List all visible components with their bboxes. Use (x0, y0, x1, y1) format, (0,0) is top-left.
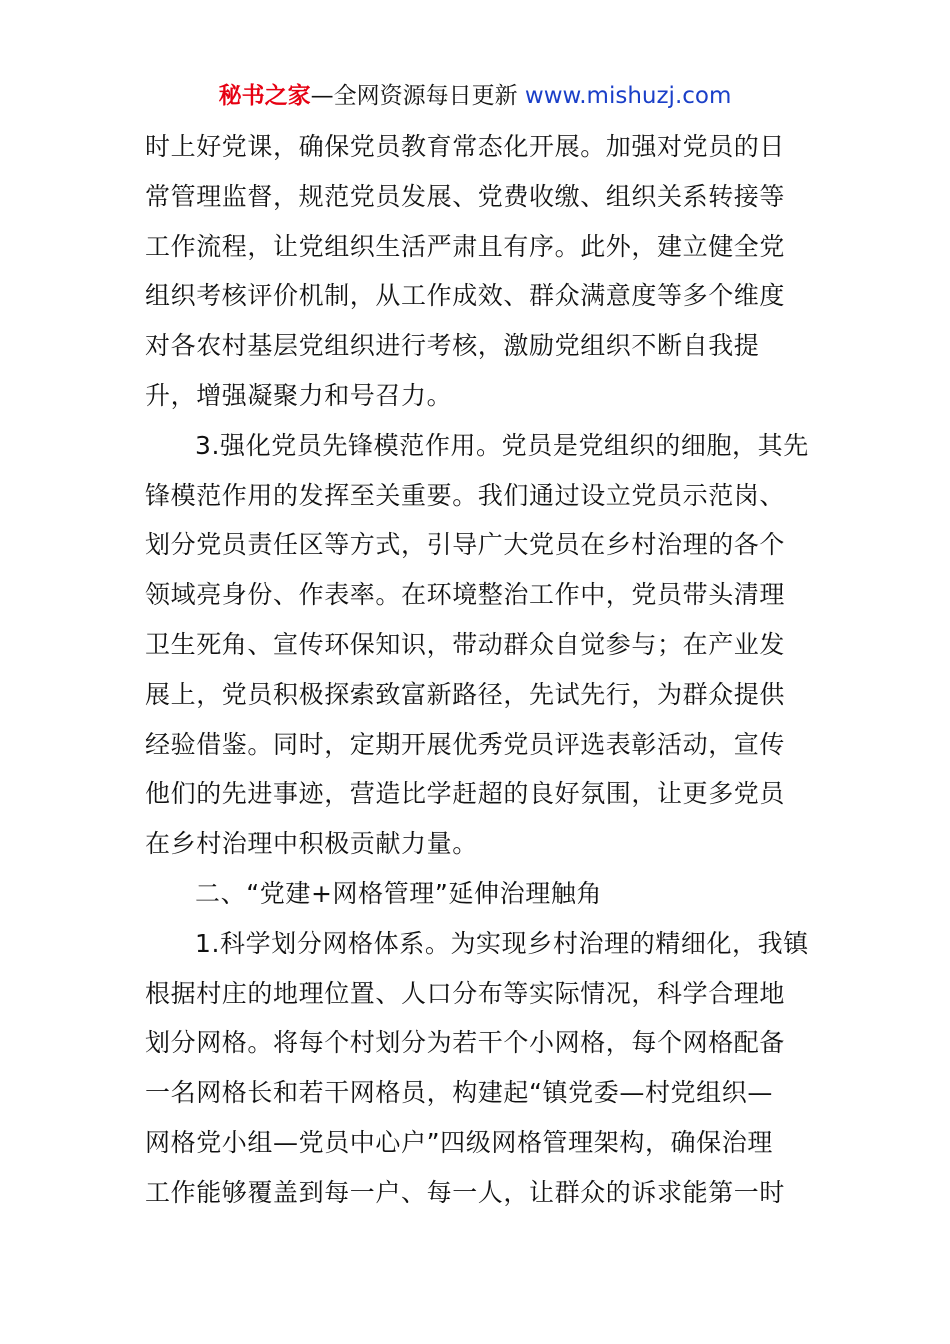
text-line: 卫生死角、宣传环保知识，带动群众自觉参与；在产业发 (145, 629, 786, 659)
text-line: 他们的先进事迹，营造比学赶超的良好氛围，让更多党员 (145, 779, 786, 809)
brand-name: 秘书之家 (218, 83, 311, 109)
header-tagline: —全网资源每日更新 (310, 83, 525, 109)
text-line: 经验借鉴。同时，定期开展优秀党员评选表彰活动，宣传 (145, 729, 786, 759)
text-line: 组织考核评价机制，从工作成效、群众满意度等多个维度 (145, 281, 786, 311)
site-header (0, 80, 950, 112)
text-line: 在乡村治理中积极贡献力量。 (145, 829, 478, 859)
text-line: 锋模范作用的发挥至关重要。我们通过设立党员示范岗、 (145, 480, 786, 510)
text-line: 工作流程，让党组织生活严肃且有序。此外，建立健全党 (145, 231, 786, 261)
text-line: 网格党小组—党员中心户”四级网格管理架构，确保治理 (145, 1127, 773, 1157)
text-line: 升，增强凝聚力和号召力。 (145, 380, 453, 410)
text-line: 工作能够覆盖到每一户、每一人，让群众的诉求能第一时 (145, 1177, 786, 1207)
document-body (145, 122, 810, 1218)
text-line: 根据村庄的地理位置、人口分布等实际情况，科学合理地 (145, 978, 786, 1008)
paragraph-start-line: 1.科学划分网格体系。为实现乡村治理的精细化，我镇 (195, 928, 809, 958)
text-line: 对各农村基层党组织进行考核，激励党组织不断自我提 (145, 331, 760, 361)
paragraph-start-line: 3.强化党员先锋模范作用。党员是党组织的细胞，其先 (195, 430, 809, 460)
section-heading: 二、“党建+网格管理”延伸治理触角 (195, 878, 603, 908)
text-line: 时上好党课，确保党员教育常态化开展。加强对党员的日 (145, 132, 786, 161)
text-line: 划分党员责任区等方式，引导广大党员在乡村治理的各个 (145, 530, 786, 560)
text-line: 划分网格。将每个村划分为若干个小网格，每个网格配备 (145, 1028, 786, 1058)
text-line: 展上，党员积极探索致富新路径，先试先行，为群众提供 (145, 679, 786, 709)
text-line: 一名网格长和若干网格员，构建起“镇党委—村党组织— (145, 1078, 773, 1108)
text-line: 领域亮身份、作表率。在环境整治工作中，党员带头清理 (145, 580, 786, 610)
site-url-link[interactable]: www.mishuzj.com (524, 83, 732, 109)
text-line: 常管理监督，规范党员发展、党费收缴、组织关系转接等 (145, 181, 786, 211)
